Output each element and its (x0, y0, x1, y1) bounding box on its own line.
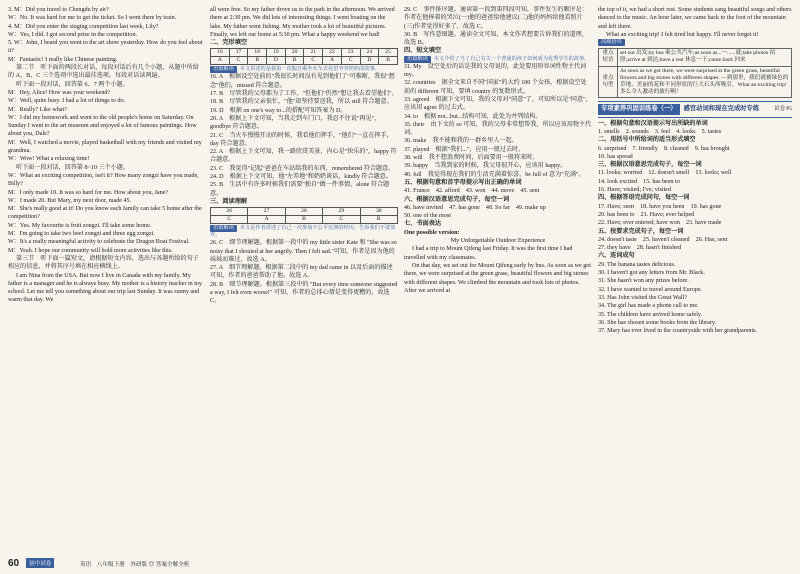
column-4 (598, 6, 792, 546)
text-line: M：She's really good at it! Do you know each family can take 5 home after the competition? (8, 206, 202, 221)
key-points-label: 重点句型 (599, 66, 618, 98)
answer-item: 30. B 写作意图题。通读全文可知，本文作者想要告诉我们的道理，故选 B。 (404, 31, 588, 47)
answer-item: 33. agreed 根据下文可知，我的父母对"同意"了，可知所以是"同意"，应该用 agree 的过去式。 (404, 96, 592, 112)
text-line: 5. W：John, I heard you went to the art show yesterday. How do you feel about it? (8, 40, 203, 55)
table-cell: B (285, 57, 304, 65)
text-line: W：Well, quite busy. I had a lot of things to do. (8, 98, 126, 105)
phrase-box-title (598, 39, 792, 46)
answer-item: 22. A 根据上下文可知，我一路欣赏美景，内心是"快乐的"，happy 符合题意。 (210, 149, 397, 164)
text-line: M：I'm going to take two beef zongzi and three egg zongzi. (8, 231, 155, 238)
text-line: W：It's a really meaningful activity to celebrate the Dragon Boat Festival. (8, 239, 190, 246)
passage-note-tag: 语篇解读 (404, 56, 431, 63)
table-cell: A (211, 57, 230, 65)
text-line: W：I made 20. But Mary, my next door, made 45. (8, 197, 132, 204)
table-row (599, 49, 792, 66)
text-line: 4. M：Did you enter the singing competition last week, Lily? (8, 23, 159, 30)
answer-item: 31. My 设空处后的话是我的父母说的，此处要用形容词性物主代词 my。 (404, 63, 587, 79)
banner-title: 专项素养巩固训练卷（一） (598, 104, 680, 114)
section-heading: 三、根据汉语意思完成句子，每空一词 (598, 161, 702, 169)
answer-item: 37. played 根据"我们..."，应用一般过去时。 (404, 146, 525, 153)
answer-item: 18. B 尽管我的父亲很忙，"他"却坚持要送我，所以 still 符合题意。 (210, 99, 393, 106)
column-1 (8, 6, 204, 546)
answer-line: 10. has spread (598, 153, 633, 160)
table-cell: A (323, 57, 342, 65)
reading-answer-table (210, 207, 398, 224)
section-heading: 一、根据句意和汉语提示写出所缺的单词 (598, 119, 708, 127)
answer-item: 29. C 事件排序题。通读第一段到第四段可知，事件发生的顺序是：作者在他捧着的哭泣(一)他的爸爸给他建议(二)他的妈妈给他看照片(三)作者觉得好多了，故选 C。 (404, 7, 588, 30)
phrase-box-tag: 高级语块 (598, 39, 625, 46)
key-points-text: set out 出发;by bus 乘公共汽车;as soon as...一......就;take photos 拍照;arrive at 到达;have a rest 休息一下;come back 回来 (618, 49, 792, 66)
answer-line: 32. I have wanted to travel around Europe. (598, 286, 703, 293)
table-cell: C (211, 216, 248, 224)
essay-paragraph: the top of it, we had a short rest. Some students sang beautiful songs and others danced to the music. An hour later, we came back to the foot of the mountain and left there. (598, 7, 792, 30)
answer-line: 16. Have; visited; I've; visited (598, 187, 672, 194)
passage-note-text: 本文是作者讲述了自己一次参加不公平比赛的经历，告诉我们不要放弃。 (210, 225, 396, 239)
answer-line: 22. Have; ever entered; have won 23. have made (598, 220, 722, 227)
table-row (211, 208, 398, 216)
answer-line: 37. Mary has ever lived in the countryside with her grandparents. (598, 328, 758, 335)
footer-brand: 初中试卷 (26, 558, 54, 568)
answer-item: 16. A 根据设空处前的"我很长时间没有见到他们了"可推断，我很"想念"他们，missed 符合题意。 (210, 74, 395, 89)
answer-line: 36. She has chosen some books from the library. (598, 319, 717, 326)
table-cell: 20 (285, 49, 304, 57)
answer-item: 23. C 我觉得"记起"爸爸在车站给我的东西，remembered 符合题意。 (210, 165, 395, 172)
answer-line: 11. looks; worried 12. doesn't smell 13. looks; well (598, 170, 732, 177)
answer-line: 31. She hasn't won any prizes before. (598, 278, 689, 285)
exam-section-banner (598, 101, 792, 117)
table-row (211, 57, 398, 65)
answer-item: 17. B 尽管我的父母都为了工作，"但他们"仍然"想让我去看望他们"。 (210, 91, 398, 98)
footer-info: 英语 八年级下册 外研版 ◎ 答案全解全析 (80, 562, 190, 568)
text-line: M：Well, I watched a movie, played basketball with my friends and visited my grandma. (8, 139, 202, 155)
text-line: all were free. So my father drove us to the park in the afternoon. We arrived there at 2:30 pm. We did lots of interesting things. I went boating on the lake. My father went fishing. My mother took a lot of beautiful pictures. Finally, we left our home at 5:30 pm. What a happy weekend we had! (210, 7, 395, 38)
table-cell: 18 (248, 49, 267, 57)
answer-line: 35. The children have arrived home safely. (598, 311, 703, 318)
table-cell: 26 (211, 208, 248, 216)
answer-line: 29. The banana tastes delicious. (598, 261, 676, 268)
table-cell: A (248, 216, 285, 224)
answer-line: 1. smells 2. sounds 3. feel 4. looks 5. tastes (598, 129, 722, 135)
key-points-label: 重点短语 (599, 49, 618, 66)
section-heading: 六、根据汉语意思完成句子，每空一词 (404, 195, 510, 203)
answer-item: 21. C 当火车慢慢开动的时候，我看他们挥手，"他们"一直在挥手，day 符合题意。 (210, 132, 393, 147)
passage-note (210, 225, 398, 239)
section-heading: 六、连词成句 (598, 252, 635, 260)
passage-note-text: 本文介绍了当了自己有关一个普通的孩子如何成为优秀学生的故事。 (433, 55, 590, 62)
answer-item: 32. countries 据全文来自不同"国家"的大约 100 个女孩，根据设空处前的 different 可知，要填 country 的复数形式。 (404, 80, 587, 95)
answer-item: 35. their 由下文的 so 可知，我的父母非常想帮我，所以应该用物主代词。 (404, 121, 592, 137)
text-line: W：I did my homework and went to the old people's home on Saturday. On Sunday I went to the art museum and enjoyed a lot of famous paintings. How about you, Dale? (8, 114, 197, 138)
section-heading: 三、阅读理解 (210, 197, 248, 205)
answer-line: 27. they have 28. hasn't finished (598, 245, 682, 252)
table-cell: 16 (211, 49, 230, 57)
table-cell: 21 (304, 49, 323, 57)
table-row (211, 49, 398, 57)
page-footer (0, 552, 800, 574)
text-line: M：Hey, Alice! How was your weekend? (8, 89, 111, 96)
answer-line: 24. doesn't taste 25. haven't cleaned 26. Has; sent (598, 236, 728, 243)
text-line: M：Really? Like what? (8, 106, 67, 113)
table-cell: C (229, 57, 248, 65)
banner-subtitle: 感官动词和现在完成时专练 (683, 105, 760, 113)
table-cell: 27 (248, 208, 285, 216)
table-row (599, 66, 792, 98)
table-cell: C (323, 216, 360, 224)
answer-line: 34. The girl has made a phone call to me. (598, 303, 699, 310)
table-cell: C (304, 57, 323, 65)
text-line: W：No. It was hard for me to get the ticket. So I went there by train. (8, 15, 177, 22)
table-cell: 19 (267, 49, 286, 57)
banner-page-ref: 试卷 P5 (774, 106, 792, 113)
key-points-text: As soon as we got there, we were surprised at the green grass, beautiful flowers and big stones with different shapes. —到那里，我们就被绿色的草地、美丽的花和不同形状的巨大石头所吸引。What an exciting trip! 多么令人激动的旅行啊！ (618, 66, 792, 98)
answer-item: 38. will 我不想浪费时间，后面要用一般将来时。 (404, 155, 539, 162)
essay-paragraph: What an exciting trip! I felt tired but happy. I'll never forget it! (606, 31, 759, 38)
answer-line: 17. Have; seen 18. have you been 19. has gone (598, 203, 722, 210)
text-line: I am Nina from the USA. But now I live in Canada with my family. My father is a manager and he is always busy. My mother is a history teacher in my school. Let me tell you something about our trip last Sunday. It was sunny and warm that day. We (8, 272, 203, 304)
answer-item: 19. D 根据 on one's way to...的搭配可知答案为 D。 (210, 107, 347, 114)
answer-item: 25. B 生活中有许多时候我们需要"独自"做一件事情，alone 符合题意。 (210, 182, 390, 197)
passage-note-tag: 语篇解读 (210, 225, 237, 232)
text-line: M：I only made 10. It was so hard for me. How about you, Jane? (8, 189, 169, 196)
answer-line: 41. France 42. afford 43. won 44. move 45. sent (404, 188, 540, 195)
text-line: M：Fantastic! I really like Chinese painting. (8, 56, 118, 63)
column-3 (404, 6, 592, 546)
table-cell: 24 (360, 49, 379, 57)
section-heading: 七、书面表达 (404, 220, 442, 228)
table-cell: B (248, 57, 267, 65)
answer-item: 24. D 根据上下文可知，他"左养地"和奶奶谈话，kindly 符合题意。 (210, 174, 392, 181)
table-cell: 23 (341, 49, 360, 57)
essay-paragraph: I had a trip to Mount Qifeng last Friday. It was the first time I had travelled with my classmates. (404, 246, 573, 261)
table-cell: D (267, 57, 286, 65)
text-line: W：What an exciting competition, isn't it? How many zongzi have you made, Billy? (8, 172, 199, 188)
answer-item: 27. A 细节理解题。根据第二段中的 my dad came in 以及后面的描述可知，作者的爸爸帮助了他。故选 A。 (210, 265, 393, 280)
text-line: 第三节 听下面一篇短文，请根据短文内容，选出与各题所给的句子相应的信息，并将其序号填在相应横线上。 (8, 255, 199, 271)
passage-note (404, 56, 592, 63)
text-line: M：Yeah. I hope our community will hold more activities like this. (8, 247, 173, 254)
key-points-table (598, 48, 792, 98)
table-cell: B (379, 57, 398, 65)
answer-item: 28. B 细节理解题。根据第三段中的 "But every time someone suggested a way, I felt even worse!" 可知，作者的总体心情是变得更糟的，故选 C。 (210, 281, 398, 305)
table-row (211, 216, 398, 224)
answer-item: 20. A 根据上下文可知，当我走到车门口，我忍不住说"再见"，goodbye 符合题意。 (210, 115, 381, 131)
cloze-answer-table (210, 48, 398, 65)
section-heading: 二、用括号中所给词的适当形式填空 (598, 136, 696, 144)
essay-paragraph: On that day, we set out for Mount Qifeng early by bus. As soon as we got there, we were surprised at the green grass, beautiful flowers and big stones with different shapes. We climbed the mountain and took lots of photos. After we arrived at (404, 262, 592, 294)
essay-title: My Unforgettable Outdoor Experience (450, 238, 546, 245)
section-heading: 五、根据句意和首字母提示写出正确的单词 (404, 178, 522, 186)
answer-item: 36. make 我不能和我的一群乡里人一起。 (404, 138, 518, 145)
table-cell: 28 (285, 208, 322, 216)
text-line: 听下面一段对话，回答第 8~10 三个小题。 (16, 164, 129, 171)
text-line: W：Wow! What a relaxing time! (8, 156, 90, 163)
section-heading: 四、短文填空 (404, 47, 442, 55)
text-line: W：Yes. My favourite is fruit zongzi. I'll take some home. (8, 222, 152, 229)
answer-line: 6. surprised 7. friendly 8. cleaned 9. has brought (598, 145, 730, 152)
table-cell: B (285, 216, 322, 224)
table-cell: B (360, 216, 397, 224)
text-line: 听下面一段对话，回答第 6、7 两个小题。 (16, 81, 129, 88)
table-cell: 29 (323, 208, 360, 216)
section-heading: 五、按要求完成句子，每空一词 (598, 227, 684, 235)
passage-note-tag: 语篇解读 (210, 66, 237, 73)
answer-line: 20. has been to 21. Have; ever helped (598, 211, 695, 218)
answer-line: 50. one of the most (404, 213, 451, 220)
passage-note (210, 66, 398, 73)
table-cell: 30 (360, 208, 397, 216)
answer-line: 33. Has John visited the Great Wall? (598, 294, 687, 301)
page-number: 60 (8, 558, 20, 569)
answer-item: 34. to 根据 not...but...结构可知，此处为并列结构。 (404, 113, 542, 120)
passage-note-text: 本文讲述的是我第一次独自乘坐火车去看望爷爷奶奶的故事。 (239, 66, 380, 73)
answer-item: 26. C 细节理解题。根据第一段中的 my little sister Kate 和 "She was so noisy that I shouted at her angrily. Then I felt sad."可知，作者是因为他的妹妹而难过，故选 A。 (210, 240, 397, 263)
text-line: W：Yes, I did. I got second prize in the competition. (8, 31, 138, 38)
text-line: 第二节 听下面的两段长对话，每段对话后有几个小题，从题中所给的 A、B、C 三个选项中选出最佳选项。每段对话读两遍。 (8, 65, 199, 80)
answer-line: 30. I haven't got any letters from Mr. Black. (598, 270, 705, 277)
answer-item: 39. happy 当我到家的时候，我父母很开心，应该用 happy。 (404, 163, 567, 170)
version-label: One possible version: (404, 229, 460, 236)
answer-item: 40. full 我觉得现在我们的生活充满着惊喜，be full of 意为"充满"。 (404, 171, 585, 178)
table-cell: 25 (379, 49, 398, 57)
table-cell: 17 (229, 49, 248, 57)
table-cell: C (341, 57, 360, 65)
column-2 (210, 6, 398, 546)
table-cell: D (360, 57, 379, 65)
answer-line: 14. look excited 15. has been to (598, 178, 680, 185)
section-heading: 二、完形填空 (210, 39, 248, 47)
table-cell: 22 (323, 49, 342, 57)
answer-line: 46. have invited 47. has gone 48. So far 49. make up (404, 204, 546, 211)
text-line: 3. M：Did you travel to Chengdu by air? (8, 7, 109, 13)
section-heading: 四、根据答语完成问句，每空一词 (598, 194, 690, 202)
